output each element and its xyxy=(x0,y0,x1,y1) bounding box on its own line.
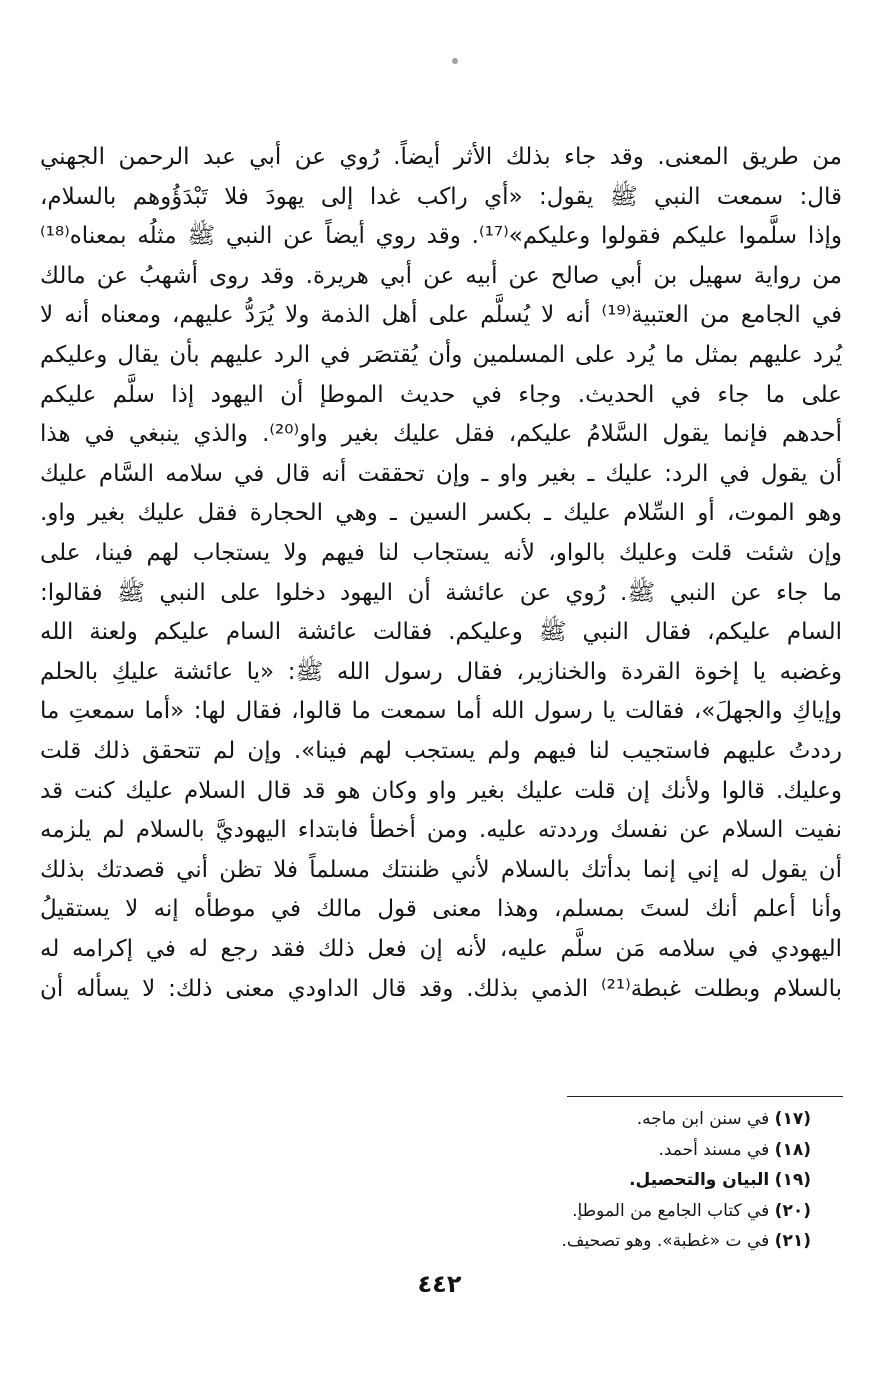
page-number: ٤٤٢ xyxy=(417,1270,462,1298)
footnote-text: في ت «غطبة». وهو تصحيف. xyxy=(561,1231,770,1251)
text-line: نفيت السلام عن نفسك ورددته عليه. ومن أخطأ فابتداء اليهوديَّ بالسلام لم يلزمه xyxy=(40,817,842,844)
text-line: من رواية سهيل بن أبي صالح عن أبيه عن أبي هريرة. وقد روى أشهبُ عن مالك xyxy=(40,262,842,289)
footnote-text: البيان والتحصيل. xyxy=(629,1170,770,1190)
text-line: على ما جاء في الحديث. وجاء في حديث الموطإ أن اليهود إذا سلَّم عليكم xyxy=(40,381,842,408)
text-line: وإن شئت قلت وعليك بالواو، لأنه يستجاب لنا فيهم ولا يستجاب لهم فينا، على xyxy=(40,540,842,566)
text-line: وغضبه يا إخوة القردة والخنازير، فقال رسول الله ﷺ: «يا عائشة عليكِ بالحلم xyxy=(40,658,842,685)
text-line: أن يقول في الرد: عليك ـ بغير واو ـ وإن تحققت أنه قال في سلامه السَّام عليك xyxy=(40,460,842,487)
footnote-number: (١٨) xyxy=(774,1139,811,1160)
text-line: بالسلام وبطلت غبطة⁽²¹⁾ الذمي بذلك. وقد قال الداودي معنى ذلك: لا يسأله أن xyxy=(40,975,842,1002)
text-line: وهو الموت، أو السِّلام عليك ـ بكسر السين ـ وهي الحجارة فقل عليك بغير واو. xyxy=(40,500,842,527)
text-line: وأنا أعلم أنك لستَ بمسلم، وهذا معنى قول مالك في موطأه إنه لا يستقيلُ xyxy=(40,896,842,923)
text-line: ما جاء عن النبي ﷺ. رُوي عن عائشة أن اليهود دخلوا على النبي ﷺ فقالوا: xyxy=(40,579,842,606)
footnote-17 xyxy=(451,1104,811,1135)
footnote-number: (٢١) xyxy=(774,1231,811,1251)
footnote-21 xyxy=(451,1226,811,1257)
text-line: السام عليكم، فقال النبي ﷺ وعليكم. فقالت عائشة السام عليكم ولعنة الله xyxy=(40,619,842,646)
text-line: وإذا سلَّموا عليكم فقولوا وعليكم»⁽¹⁷⁾. وقد روي أيضاً عن النبي ﷺ مثلُه بمعناه⁽¹⁸⁾ xyxy=(40,223,842,250)
footnotes xyxy=(451,1104,811,1257)
footnote-number: (١٩) xyxy=(774,1170,811,1190)
text-line: اليهودي في سلامه مَن سلَّم عليه، لأنه إن فعل ذلك فقد رجع له في إكرامه له xyxy=(40,936,842,962)
footnote-text: في سنن ابن ماجه. xyxy=(636,1109,770,1129)
footnote-text: في كتاب الجامع من الموطإ. xyxy=(572,1200,770,1221)
text-line: وإياكِ والجهلَ»، فقالت يا رسول الله أما سمعت ما قالوا، فقال لها: «أما سمعتِ ما xyxy=(40,698,842,725)
text-line: قال: سمعت النبي ﷺ يقول: «أي راكب غدا إلى يهودَ فلا تَبْدَؤُوهم بالسلام، xyxy=(40,183,842,210)
text-line: وعليك. قالوا ولأنك إن قلت عليك بغير واو وكان هو قد قال السلام عليك كنت قد xyxy=(40,777,842,804)
text-line: من طريق المعنى. وقد جاء بذلك الأثر أيضاً. رُوي عن أبي عبد الرحمن الجهني xyxy=(40,144,842,170)
text-line: أن يقول له إني إنما بدأتك بالسلام لأني ظننتك مسلماً فلا تظن أني قصدتك بذلك xyxy=(40,856,842,883)
text-line: يُرد عليهم بمثل ما يُرد على المسلمين وأن يُقتصَر في الرد عليهم بأن يقال وعليكم xyxy=(40,342,842,368)
text-line: أحدهم فإنما يقول السَّلامُ عليكم، فقل عليك بغير واو⁽²⁰⁾. والذي ينبغي في هذا xyxy=(40,421,843,448)
text-line: في الجامع من العتبية⁽¹⁹⁾ أنه لا يُسلَّم على أهل الذمة ولا يُرَدُّ عليهم، ومعناه أنه لا xyxy=(40,302,842,329)
footnote-text: في مسند أحمد. xyxy=(658,1139,770,1160)
footnote-number: (٢٠) xyxy=(774,1200,811,1221)
footnote-20 xyxy=(451,1196,811,1227)
scan-mark xyxy=(452,58,458,64)
footnote-18 xyxy=(451,1135,811,1166)
footnote-number: (١٧) xyxy=(774,1109,811,1129)
footnote-separator xyxy=(567,1096,843,1097)
text-line: رددتُ عليهم فاستجيب لنا فيهم ولم يستجب لهم فينا». وإن لم تتحقق ذلك قلت xyxy=(40,738,842,764)
footnote-19 xyxy=(451,1165,811,1196)
